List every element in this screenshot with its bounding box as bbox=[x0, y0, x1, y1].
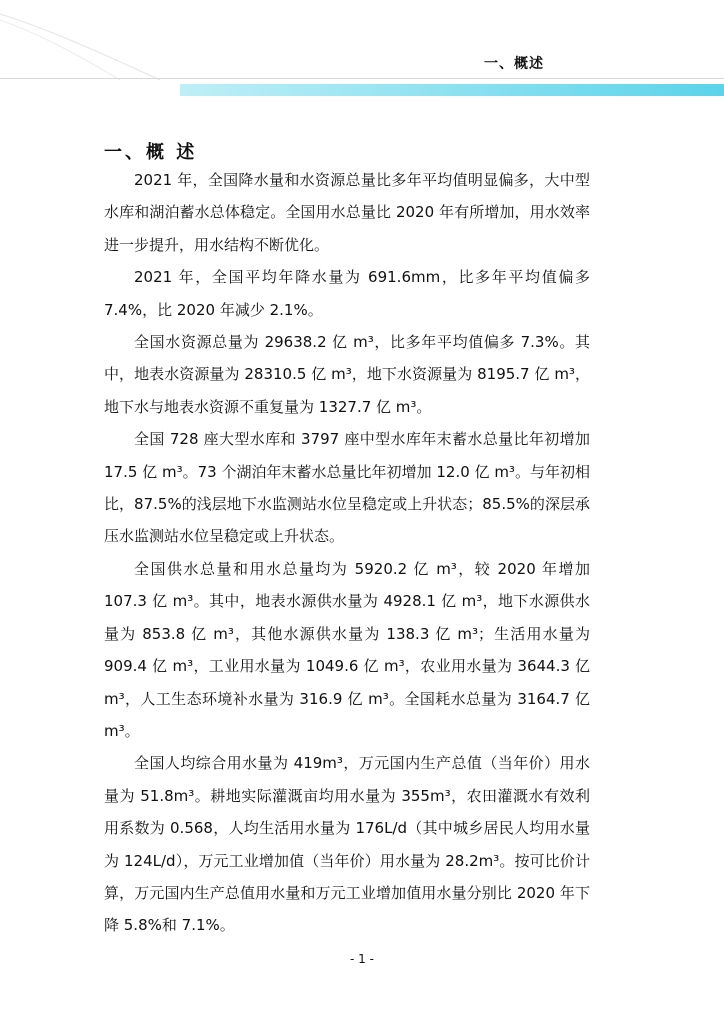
paragraph: 全国供水总量和用水总量均为 5920.2 亿 m³，较 2020 年增加 107.3 亿 m³。其中，地表水源供水量为 4928.1 亿 m³，地下水源供水量为 853.8 亿 m³，其他水源供水量为 138.3 亿 m³；生活用水量为 909.4 亿 m³，工业用水量为 1049.6 亿 m³，农业用水量为 3644.3 亿 m³，人工生态环境补水量为 316.9 亿 m³。全国耗水总量为 3164.7 亿 m³。 bbox=[104, 559, 590, 740]
decorative-curve bbox=[0, 0, 200, 80]
body-text bbox=[104, 164, 590, 942]
paragraph: 全国 728 座大型水库和 3797 座中型水库年末蓄水总量比年初增加 17.5 亿 m³。73 个湖泊年末蓄水总量比年初增加 12.0 亿 m³。与年初相比，87.5%的浅层地下水监测站水位呈稳定或上升状态；85.5%的深层承压水监测站水位呈稳定或上升状态。 bbox=[104, 430, 590, 546]
page-number: - 1 - bbox=[350, 952, 374, 966]
paragraph: 2021 年，全国降水量和水资源总量比多年平均值明显偏多，大中型水库和湖泊蓄水总体稳定。全国用水总量比 2020 年有所增加，用水效率进一步提升，用水结构不断优化。 bbox=[104, 171, 590, 254]
running-header-title: 一、概述 bbox=[484, 56, 544, 72]
paragraph: 全国人均综合用水量为 419m³，万元国内生产总值（当年价）用水量为 51.8m³。耕地实际灌溉亩均用水量为 355m³，农田灌溉水有效利用系数为 0.568，人均生活用水量为 176L/d（其中城乡居民人均用水量为 124L/d），万元工业增加值（当年价）用水量为 28.2m³。按可比价计算，万元国内生产总值用水量和万元工业增加值用水量分别比 2020 年下降 5.8%和 7.1%。 bbox=[104, 754, 590, 935]
paragraph: 2021 年，全国平均年降水量为 691.6mm，比多年平均值偏多 7.4%，比 2020 年减少 2.1%。 bbox=[104, 268, 590, 319]
paragraph: 全国水资源总量为 29638.2 亿 m³，比多年平均值偏多 7.3%。其中，地表水资源量为 28310.5 亿 m³，地下水资源量为 8195.7 亿 m³，地下水与地表水资源不重复量为 1327.7 亿 m³。 bbox=[104, 333, 590, 416]
header-accent-bar bbox=[180, 84, 724, 96]
section-heading: 一、概 述 bbox=[104, 142, 198, 163]
header-divider-line bbox=[0, 78, 724, 79]
